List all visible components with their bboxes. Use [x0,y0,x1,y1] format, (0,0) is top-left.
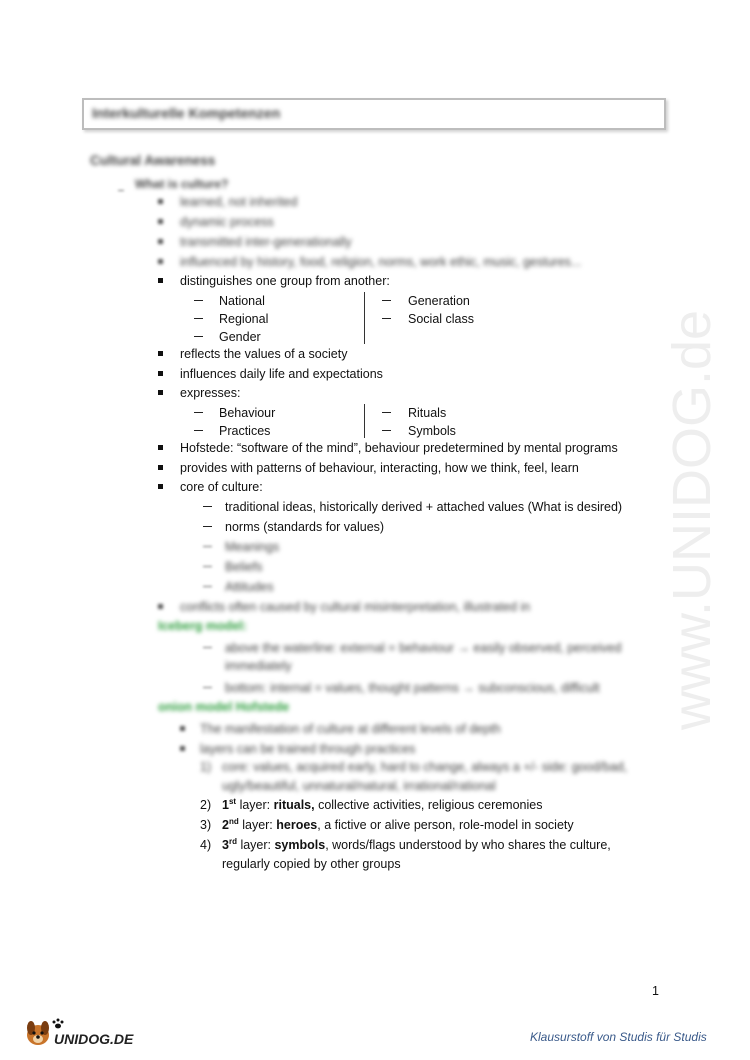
sub-item: Gender [219,330,261,344]
sub-item: Social class [408,312,474,326]
page-number: 1 [652,984,659,998]
iceberg-item-cont: immediately [225,659,292,673]
iceberg-item: above the waterline: external = behaviour → easily observed, perceived [225,641,622,655]
list-item: expresses: [180,386,241,400]
onion-heading: onion model Hofstede [158,700,290,714]
list-item: core of culture: [180,480,263,494]
layer-number: 4) [200,838,212,852]
list-item: influences daily life and expectations [180,367,383,381]
core-item: norms (standards for values) [225,520,385,534]
unidog-logo [22,1016,152,1055]
list-item: transmitted inter-generationally [180,235,352,249]
layer-item: 2nd layer: heroes, a fictive or alive person, role-model in society [222,816,574,832]
watermark-text: www.UNIDOG.de [662,309,722,730]
list-item: learned, not inherited [180,195,298,209]
core-item: Attitudes [225,580,274,594]
sub-item: National [219,294,265,308]
layer-item: 1st layer: rituals, collective activities, religious ceremonies [222,796,543,812]
sub-item: Behaviour [219,406,276,420]
iceberg-heading: Iceberg model: [158,619,247,633]
core-item: Beliefs [225,560,263,574]
question-heading: What is culture? [135,177,229,191]
list-item: reflects the values of a society [180,347,348,361]
layer-number: 3) [200,818,212,832]
layer-number: 1) [200,760,212,774]
layer-item-cont: regularly copied by other groups [222,857,401,871]
sub-item: Regional [219,312,269,326]
dog-icon [22,1016,152,1050]
core-item: Meanings [225,540,280,554]
sub-item: Symbols [408,424,456,438]
list-item: dynamic process [180,215,274,229]
sub-item: Practices [219,424,271,438]
list-item: Hofstede: “software of the mind”, behaviour predetermined by mental programs [180,441,618,455]
list-item: influenced by history, food, religion, norms, work ethic, music, gestures... [180,255,582,269]
watermark [640,280,750,740]
list-item: provides with patterns of behaviour, interacting, how we think, feel, learn [180,461,579,475]
logo-text: UNIDOG.DE [54,1031,134,1047]
layer-text: core: values, acquired early, hard to change, always a +/- side: good/bad, [222,760,628,774]
sub-item: Generation [408,294,470,308]
layer-item: 3rd layer: symbols, words/flags understood by who shares the culture, [222,836,611,852]
core-item: traditional ideas, historically derived + attached values (What is desired) [225,500,623,514]
footer-tagline: Klausurstoff von Studis für Studis [530,1030,707,1044]
title-box [82,98,666,130]
onion-point: layers can be trained through practices [200,742,416,756]
document-title: Interkulturelle Kompetenzen [92,105,281,121]
onion-point: The manifestation of culture at different levels of depth [200,722,501,736]
list-item: distinguishes one group from another: [180,274,390,288]
sub-item: Rituals [408,406,447,420]
iceberg-item: bottom: internal = values, thought patterns → subconscious, difficult [225,681,600,695]
list-item: conflicts often caused by cultural misinterpretation, illustrated in [180,600,531,614]
section-heading: Cultural Awareness [90,153,216,168]
layer-text-cont: ugly/beautiful, unnatural/natural, irrational/rational [222,779,496,793]
layer-number: 2) [200,798,212,812]
